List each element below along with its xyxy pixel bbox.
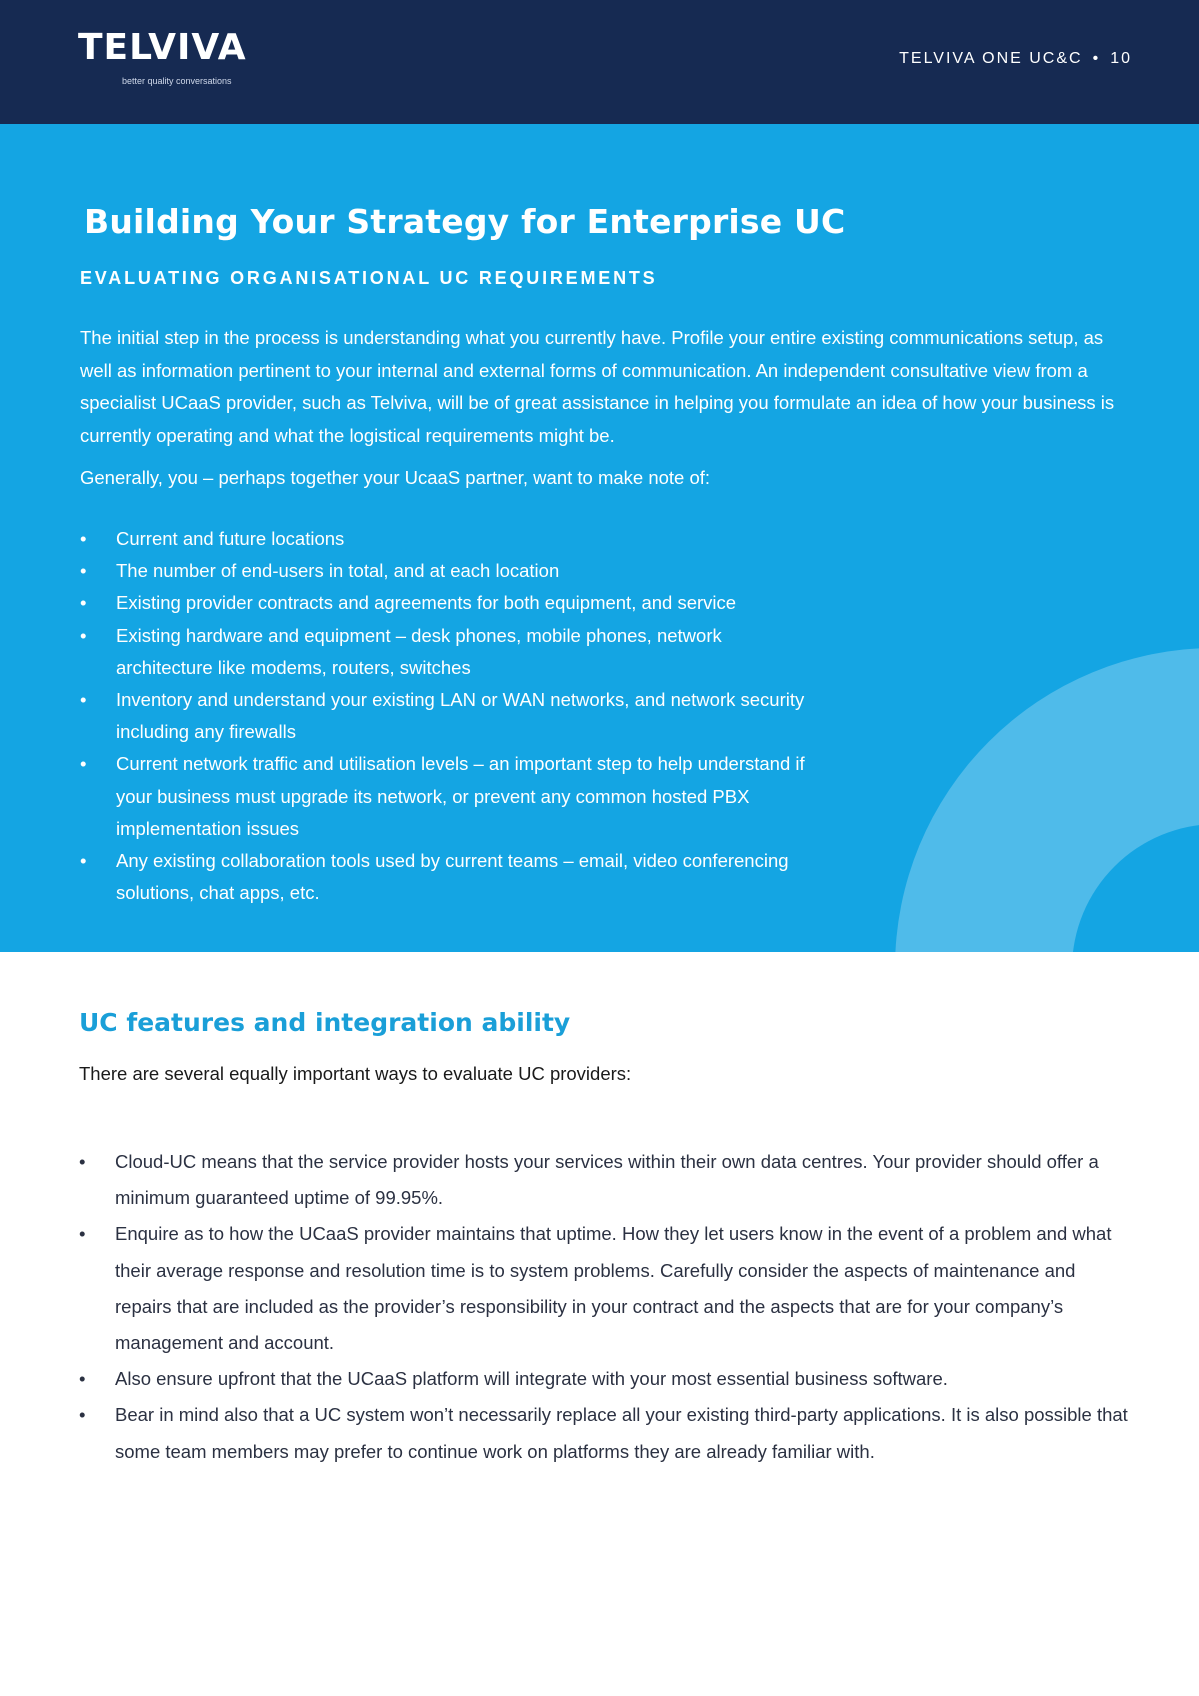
list-item: • Also ensure upfront that the UCaaS platform will integrate with your most essential business software. bbox=[79, 1361, 1129, 1397]
list-item: • Enquire as to how the UCaaS provider maintains that uptime. How they let users know in the event of a problem and what their average response and resolution time is to system problems. Carefully consider the aspects of maintenance and repairs that are included as the provider’s responsibility in your contract and the aspects that are for your company’s management and account. bbox=[79, 1216, 1129, 1361]
telviva-logo bbox=[78, 27, 247, 92]
list-item: • Bear in mind also that a UC system won’t necessarily replace all your existing third-party applications. It is also possible that some team members may prefer to continue work on platforms they are already familiar with. bbox=[79, 1397, 1129, 1469]
header-separator: • bbox=[1092, 50, 1101, 67]
logo-tagline: better quality conversations bbox=[122, 76, 232, 86]
page-title: Building Your Strategy for Enterprise UC bbox=[84, 202, 846, 241]
list-item: • Existing provider contracts and agreements for both equipment, and service bbox=[80, 587, 820, 619]
list-item: • Existing hardware and equipment – desk phones, mobile phones, network architecture like modems, routers, switches bbox=[80, 620, 820, 684]
section-subtitle: EVALUATING ORGANISATIONAL UC REQUIREMENTS bbox=[80, 268, 658, 288]
list-item: • Inventory and understand your existing LAN or WAN networks, and network security including any firewalls bbox=[80, 684, 820, 748]
uc-features-intro: There are several equally important ways to evaluate UC providers: bbox=[79, 1063, 632, 1084]
hero-section bbox=[0, 124, 1199, 952]
list-item: • The number of end-users in total, and at each location bbox=[80, 555, 820, 587]
running-header bbox=[899, 50, 1132, 68]
logo-wordmark: TELVIVA bbox=[78, 27, 247, 68]
requirements-list bbox=[80, 523, 820, 909]
list-item: • Cloud-UC means that the service provider hosts your services within their own data centres. Your provider should offer a minimum guaranteed uptime of 99.95%. bbox=[79, 1144, 1129, 1216]
uc-features-heading: UC features and integration ability bbox=[79, 1008, 571, 1037]
list-item: • Current and future locations bbox=[80, 523, 820, 555]
document-title: TELVIVA ONE UC&C bbox=[899, 50, 1083, 67]
page-header bbox=[0, 0, 1199, 124]
uc-features-list bbox=[79, 1144, 1129, 1470]
page-number: 10 bbox=[1110, 50, 1132, 67]
list-intro-paragraph: Generally, you – perhaps together your UcaaS partner, want to make note of: bbox=[80, 467, 711, 488]
list-item: • Any existing collaboration tools used by current teams – email, video conferencing solutions, chat apps, etc. bbox=[80, 845, 820, 909]
intro-paragraph: The initial step in the process is understanding what you currently have. Profile your entire existing communications setup, as well as information pertinent to your internal and external forms of communication. An independent consultative view from a specialist UCaaS provider, such as Telviva, will be of great assistance in helping you formulate an idea of how your business is currently operating and what the logistical requirements might be. bbox=[80, 327, 1115, 446]
list-item: • Current network traffic and utilisation levels – an important step to help understand if your business must upgrade its network, or prevent any common hosted PBX implementation issues bbox=[80, 748, 820, 845]
